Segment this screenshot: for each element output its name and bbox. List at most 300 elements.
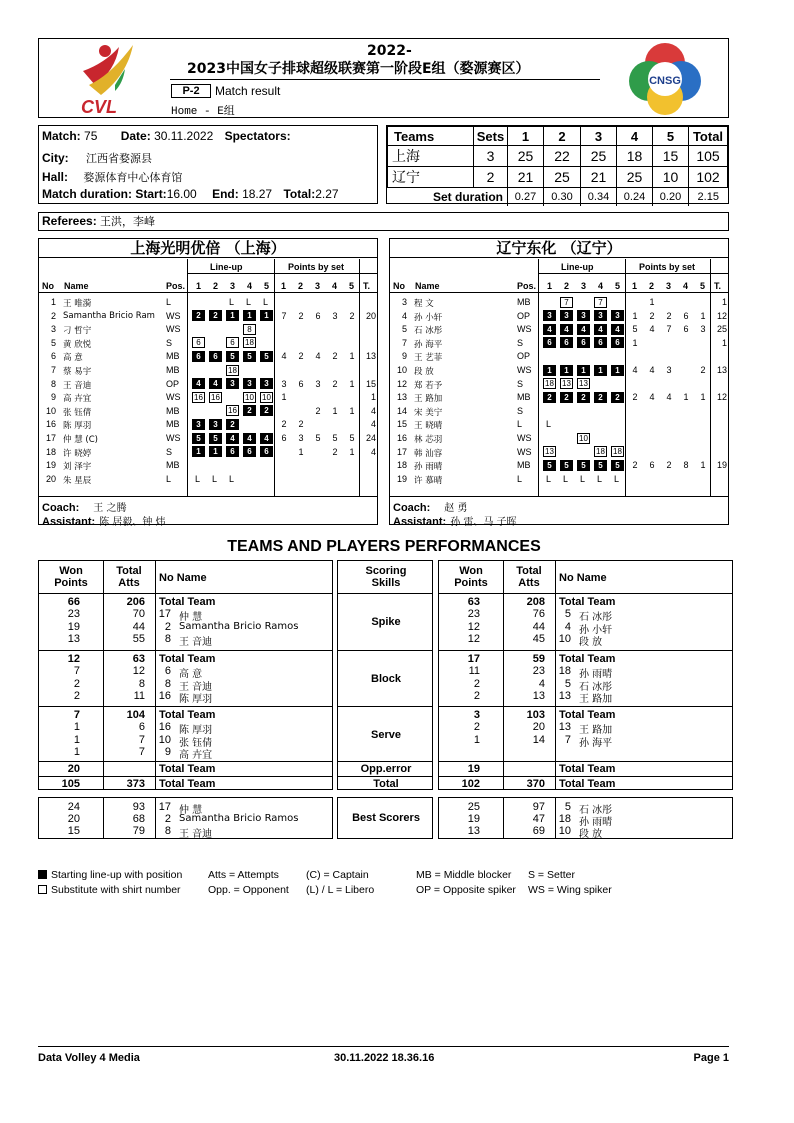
player-number: 2 <box>164 620 171 633</box>
starting-position-box: 6 <box>260 446 273 457</box>
player-name: 孙 雨晴 <box>579 669 613 680</box>
player-attempts: 6 <box>138 721 145 733</box>
set-duration: 0.20 <box>653 188 689 206</box>
player-number: 8 <box>164 633 171 645</box>
no-header: No <box>42 281 54 291</box>
starting-position-box: 1 <box>260 310 273 321</box>
player-name: 石 冰彤 <box>579 612 613 623</box>
subheader-divider <box>187 273 378 274</box>
player-position: MB <box>517 460 531 471</box>
player-name: 许 慕晴 <box>414 475 443 486</box>
substitute-box: 13 <box>577 378 590 389</box>
player-attempts: 44 <box>132 620 145 633</box>
starting-position-box: 1 <box>560 365 573 376</box>
player-position: L <box>517 473 523 484</box>
footer-page-number: Page 1 <box>693 1052 729 1064</box>
row-divider <box>439 706 732 707</box>
column-divider <box>274 259 275 496</box>
points-set-header: 3 <box>666 281 672 291</box>
title-line-2: 2023中国女子排球超级联赛第一阶段E组（婺源赛区） <box>187 61 530 77</box>
total-label: Total <box>373 778 399 790</box>
row-divider <box>439 593 732 594</box>
points-set-header: 3 <box>315 281 321 291</box>
player-position: WS <box>517 446 532 457</box>
starting-position-box: 4 <box>192 378 205 389</box>
referees-label: Referees: <box>42 214 97 228</box>
column-divider <box>710 259 711 496</box>
lineup-set-header: 2 <box>564 281 570 291</box>
points-in-set: 7 <box>666 324 672 335</box>
points-in-set: 6 <box>683 324 689 335</box>
team-won-points: 7 <box>73 709 80 721</box>
starting-position-box: 4 <box>560 324 573 335</box>
player-name: 王 唯漪 <box>63 299 92 309</box>
hall-value: 婺源体育中心体育馆 <box>83 171 183 184</box>
total-team-label: Total Team <box>559 653 616 665</box>
scorer-name: Samantha Bricio Ramos <box>179 813 299 824</box>
header-set-4: 4 <box>617 127 653 146</box>
points-in-set: 6 <box>281 433 287 443</box>
player-name: 王 音迪 <box>179 681 213 693</box>
starting-position-box: 1 <box>611 365 624 376</box>
page-code: P-2 <box>171 84 211 98</box>
total-team-label: Total Team <box>559 709 616 721</box>
set-duration-row <box>388 188 728 206</box>
player-number: 5 <box>50 337 56 348</box>
starting-position-box: 3 <box>243 378 256 389</box>
player-number: 16 <box>158 721 171 733</box>
player-position: OP <box>166 378 180 389</box>
points-in-set: 2 <box>298 419 304 430</box>
lineup-set-header: 1 <box>196 281 202 291</box>
scorer-name: 王 音迪 <box>179 829 213 840</box>
player-total-points: 1 <box>721 337 727 348</box>
coach-label: Coach: <box>393 502 431 514</box>
points-in-set: 1 <box>700 310 706 321</box>
total-team-label: Total Team <box>559 763 616 775</box>
player-number: 14 <box>396 405 407 416</box>
legend-starting-text: Starting line-up with position <box>51 869 183 881</box>
points-in-set: 1 <box>332 405 338 416</box>
player-attempts: 14 <box>532 733 545 746</box>
player-number: 5 <box>564 608 571 620</box>
starting-position-box: 4 <box>611 324 624 335</box>
points-in-set: 4 <box>649 392 655 403</box>
points-header: Points by set <box>288 262 345 272</box>
scorer-points: 13 <box>467 825 480 837</box>
starting-position-box: 4 <box>594 324 607 335</box>
starting-position-box: 5 <box>543 460 556 471</box>
player-number: 7 <box>401 337 407 348</box>
starting-position-box: 1 <box>226 310 239 321</box>
title-underline <box>170 79 600 80</box>
starting-position-box: 1 <box>594 365 607 376</box>
points-in-set: 4 <box>649 324 655 335</box>
home-performance-table <box>38 560 333 790</box>
team-name: 辽宁东化 （辽宁） <box>390 239 728 258</box>
set-scores-table <box>387 126 728 206</box>
scorer-number: 8 <box>164 825 171 837</box>
header-set-1: 1 <box>508 127 544 146</box>
skills-header: Skills <box>371 577 401 589</box>
player-won-points: 2 <box>73 677 80 690</box>
player-won-points: 23 <box>67 608 80 620</box>
points-in-set: 2 <box>700 365 706 375</box>
row-divider <box>338 761 432 762</box>
away-best-scorers <box>438 797 733 839</box>
best-scorers-label-box <box>337 797 433 839</box>
set-duration: 0.30 <box>544 188 581 206</box>
starting-position-box: 3 <box>577 310 590 321</box>
player-name: 刁 哲宁 <box>63 326 92 337</box>
player-number: 8 <box>164 677 171 690</box>
player-number: 17 <box>45 433 56 443</box>
legend-ws: WS = Wing spiker <box>528 884 612 896</box>
lineup-set-header: 2 <box>213 281 219 291</box>
start-label: Start: <box>135 187 167 201</box>
team-total-attempts: 63 <box>132 653 145 665</box>
set-score: 25 <box>544 167 581 188</box>
player-position: MB <box>517 392 531 403</box>
column-divider <box>359 259 360 496</box>
city-label: City: <box>42 151 69 165</box>
points-in-set: 2 <box>298 351 304 362</box>
starting-position-box: 6 <box>594 337 607 348</box>
points-set-header: 5 <box>349 281 355 291</box>
row-divider <box>439 761 732 762</box>
skills-column <box>337 560 433 790</box>
report-type: Match result <box>215 84 281 98</box>
player-name: 王 路加 <box>579 694 613 705</box>
legend-opp: Opp. = Opponent <box>208 884 289 896</box>
points-in-set: 7 <box>281 310 287 321</box>
player-number: 3 <box>50 324 56 335</box>
lineup-set-header: 4 <box>247 281 253 291</box>
lineup-set-header: 4 <box>598 281 604 291</box>
starting-position-box: 2 <box>560 392 573 403</box>
player-position: OP <box>517 310 531 321</box>
team-won-points: 66 <box>67 596 80 608</box>
date-label: Date: <box>120 129 151 143</box>
scorer-attempts: 69 <box>532 825 545 837</box>
substitute-box: 6 <box>226 337 239 348</box>
player-won-points: 12 <box>467 633 480 645</box>
header-divider <box>39 292 377 293</box>
points-in-set: 2 <box>632 392 638 403</box>
points-header: Points <box>454 577 488 589</box>
player-name: 王 路加 <box>579 725 613 736</box>
player-number: 19 <box>396 473 407 484</box>
starting-position-box: 5 <box>260 351 273 362</box>
player-total-points: 24 <box>365 433 376 443</box>
row-divider <box>338 706 432 707</box>
player-name: 蔡 易宇 <box>63 367 92 377</box>
points-set-header: 4 <box>683 281 689 291</box>
end-value: 18.27 <box>242 187 273 201</box>
legend-substitute <box>38 884 181 896</box>
player-name: 段 放 <box>579 637 603 648</box>
player-won-points: 12 <box>467 620 480 633</box>
starting-position-box: 2 <box>611 392 624 403</box>
points-in-set: 1 <box>649 297 655 307</box>
total-team-label: Total Team <box>159 778 216 790</box>
row-divider <box>439 776 732 777</box>
player-position: S <box>166 337 173 348</box>
points-in-set: 2 <box>298 310 304 321</box>
row-divider <box>338 776 432 777</box>
player-position: MB <box>517 297 531 307</box>
scorer-number: 10 <box>558 825 571 837</box>
starting-position-box: 6 <box>192 351 205 362</box>
legend-s: S = Setter <box>528 869 575 881</box>
substitute-box: 7 <box>594 297 607 308</box>
player-number: 16 <box>45 419 56 430</box>
player-name: 高 卉宜 <box>63 394 92 405</box>
lineup-set-header: 5 <box>264 281 270 291</box>
won-header: Won <box>459 565 483 577</box>
start-value: 16.00 <box>166 187 197 201</box>
player-attempts: 76 <box>532 608 545 620</box>
empty-square-icon <box>38 885 47 894</box>
total-team-label: Total Team <box>159 596 216 608</box>
lineup-libero: L <box>246 297 252 307</box>
scorer-number: 18 <box>558 813 571 825</box>
set-row-home <box>388 146 728 167</box>
player-attempts: 8 <box>138 677 145 690</box>
row-divider <box>39 706 332 707</box>
player-total-points: 15 <box>365 378 376 389</box>
points-in-set: 5 <box>349 433 355 443</box>
player-name: 陈 厚羽 <box>179 694 213 705</box>
name-header: Name <box>415 281 440 291</box>
player-name: 张 钰倩 <box>179 737 213 749</box>
coach-name: 赵 勇 <box>444 503 468 514</box>
points-in-set: 2 <box>281 419 287 430</box>
player-number: 9 <box>164 746 171 758</box>
starting-position-box: 4 <box>226 433 239 444</box>
points-in-set: 2 <box>315 405 321 416</box>
points-set-header: 1 <box>281 281 287 291</box>
player-total-points: 20 <box>365 310 376 321</box>
points-in-set: 3 <box>666 365 672 375</box>
player-name: 王 路加 <box>414 394 443 405</box>
starting-position-box: 1 <box>209 446 222 457</box>
lineup-libero: L <box>546 473 552 484</box>
assistant-names: 孙 雷、马 子晖 <box>450 517 517 528</box>
points-in-set: 3 <box>700 324 706 335</box>
player-name: 仲 慧 <box>179 612 203 623</box>
substitute-box: 16 <box>226 405 239 416</box>
player-position: MB <box>166 405 180 416</box>
set-row-away <box>388 167 728 188</box>
points-in-set: 1 <box>683 392 689 403</box>
team-won-points: 3 <box>473 709 480 721</box>
scorer-name: 孙 雨晴 <box>579 817 613 828</box>
player-attempts: 45 <box>532 633 545 645</box>
column-divider <box>187 259 188 496</box>
points-in-set: 2 <box>332 351 338 362</box>
points-in-set: 5 <box>332 433 338 443</box>
starting-position-box: 5 <box>594 460 607 471</box>
player-name: 许 晓婷 <box>63 448 92 459</box>
team-name: 上海 <box>388 146 474 167</box>
opp-error-label: Opp.error <box>360 763 412 775</box>
substitute-box: 13 <box>560 378 573 389</box>
column-divider <box>625 259 626 496</box>
player-position: WS <box>517 365 532 375</box>
player-number: 18 <box>558 665 571 677</box>
team-won-points: 63 <box>467 596 480 608</box>
set-duration: 0.24 <box>617 188 653 206</box>
row-divider <box>439 650 732 651</box>
report-subtitle: Home - E组 <box>171 106 235 118</box>
player-total-points: 1 <box>721 297 727 307</box>
starting-position-box: 2 <box>594 392 607 403</box>
player-position: S <box>517 337 524 348</box>
assistant-line <box>42 513 166 528</box>
lineup-header: Line-up <box>210 262 243 272</box>
away-performance-table <box>438 560 733 790</box>
set-score: 18 <box>617 146 653 167</box>
player-number: 16 <box>396 433 407 443</box>
starting-position-box: 3 <box>226 378 239 389</box>
points-in-set: 3 <box>315 378 321 389</box>
player-number: 12 <box>396 378 407 389</box>
set-scores-header <box>388 127 728 146</box>
assistant-names: 陈 居毅、钟 炜 <box>99 517 166 528</box>
player-attempts: 13 <box>532 690 545 702</box>
player-won-points: 7 <box>73 665 80 677</box>
points-in-set: 4 <box>666 392 672 403</box>
player-number: 7 <box>564 733 571 746</box>
starting-position-box: 1 <box>543 365 556 376</box>
player-total-points: 4 <box>370 446 376 457</box>
header-divider <box>390 292 728 293</box>
starting-position-box: 3 <box>594 310 607 321</box>
total-header: T. <box>363 281 371 291</box>
scorer-number: 2 <box>164 813 171 825</box>
points-in-set: 1 <box>349 405 355 416</box>
points-in-set: 2 <box>632 460 638 471</box>
player-name: 王 晓晴 <box>414 421 443 432</box>
no-name-header: No Name <box>559 572 607 584</box>
points-in-set: 3 <box>281 378 287 389</box>
roster-staff <box>39 496 377 526</box>
lineup-libero: L <box>614 473 620 484</box>
legend-substitute-text: Substitute with shirt number <box>51 884 181 896</box>
player-name: 石 冰彤 <box>579 681 613 693</box>
substitute-box: 18 <box>611 446 624 457</box>
player-attempts: 4 <box>538 677 545 690</box>
lineup-libero: L <box>195 473 201 484</box>
player-total-points: 19 <box>716 460 727 471</box>
points-in-set: 6 <box>649 460 655 471</box>
player-position: MB <box>166 351 180 362</box>
substitute-box: 18 <box>594 446 607 457</box>
player-position: S <box>166 446 173 457</box>
player-position: S <box>517 378 524 389</box>
row-divider <box>39 593 332 594</box>
starting-position-box: 5 <box>226 351 239 362</box>
match-date: 30.11.2022 <box>154 129 214 143</box>
points-in-set: 1 <box>700 460 706 471</box>
starting-position-box: 2 <box>226 419 239 430</box>
points-in-set: 6 <box>298 378 304 389</box>
match-info <box>38 125 378 204</box>
best-scorers-label: Best Scorers <box>352 812 420 824</box>
performance-title: TEAMS AND PLAYERS PERFORMANCES <box>227 538 541 555</box>
away-roster <box>389 238 729 528</box>
points-in-set: 4 <box>649 365 655 375</box>
legend-atts: Atts = Attempts <box>208 869 279 881</box>
team-total-attempts: 59 <box>532 653 545 665</box>
match-label: Match: <box>42 129 81 143</box>
starting-position-box: 1 <box>192 446 205 457</box>
player-name: 高 卉宜 <box>179 750 213 761</box>
points-in-set: 3 <box>332 310 338 321</box>
scorer-number: 5 <box>564 801 571 813</box>
points-in-set: 4 <box>281 351 287 362</box>
starting-position-box: 2 <box>243 405 256 416</box>
team-total-attempts: 208 <box>526 596 545 608</box>
legend-op: OP = Opposite spiker <box>416 884 516 896</box>
starting-position-box: 4 <box>243 433 256 444</box>
starting-position-box: 6 <box>543 337 556 348</box>
player-number: 16 <box>158 690 171 702</box>
total-points: 105 <box>689 146 728 167</box>
duration-label: Match duration: <box>42 187 132 201</box>
team-total-attempts: 104 <box>126 709 145 721</box>
team-name: 上海光明优倍 （上海） <box>39 239 377 258</box>
player-name: 孙 小轩 <box>414 312 443 323</box>
lineup-set-header: 3 <box>230 281 236 291</box>
lineup-libero: L <box>229 297 235 307</box>
legend <box>38 869 738 903</box>
opp-error-points: 19 <box>467 763 480 775</box>
player-position: L <box>166 297 172 307</box>
player-won-points: 1 <box>73 746 80 758</box>
points-in-set: 4 <box>632 365 638 375</box>
player-attempts: 7 <box>138 733 145 746</box>
player-number: 10 <box>558 633 571 645</box>
skill-label: Spike <box>371 616 401 628</box>
team-total-attempts: 206 <box>126 596 145 608</box>
referees-names: 王洪，李峰 <box>100 215 156 228</box>
player-position: OP <box>517 351 531 362</box>
scorer-points: 15 <box>67 825 80 837</box>
substitute-box: 10 <box>577 433 590 444</box>
player-name: 孙 海平 <box>579 737 613 749</box>
player-attempts: 70 <box>132 608 145 620</box>
assistant-label: Assistant: <box>393 516 447 528</box>
legend-libero: (L) / L = Libero <box>306 884 375 896</box>
no-name-header: No Name <box>159 572 207 584</box>
footer-timestamp: 30.11.2022 18.36.16 <box>334 1052 435 1064</box>
substitute-box: 13 <box>543 446 556 457</box>
lineup-header: Line-up <box>561 262 594 272</box>
scorer-attempts: 93 <box>132 801 145 813</box>
player-position: WS <box>166 392 181 403</box>
starting-position-box: 6 <box>243 446 256 457</box>
points-in-set: 6 <box>315 310 321 321</box>
substitute-box: 8 <box>243 324 256 335</box>
points-in-set: 6 <box>683 310 689 321</box>
scoring-header: Scoring <box>365 565 407 577</box>
scorer-attempts: 79 <box>132 825 145 837</box>
starting-position-box: 2 <box>209 310 222 321</box>
starting-position-box: 6 <box>577 337 590 348</box>
substitute-box: 16 <box>192 392 205 403</box>
